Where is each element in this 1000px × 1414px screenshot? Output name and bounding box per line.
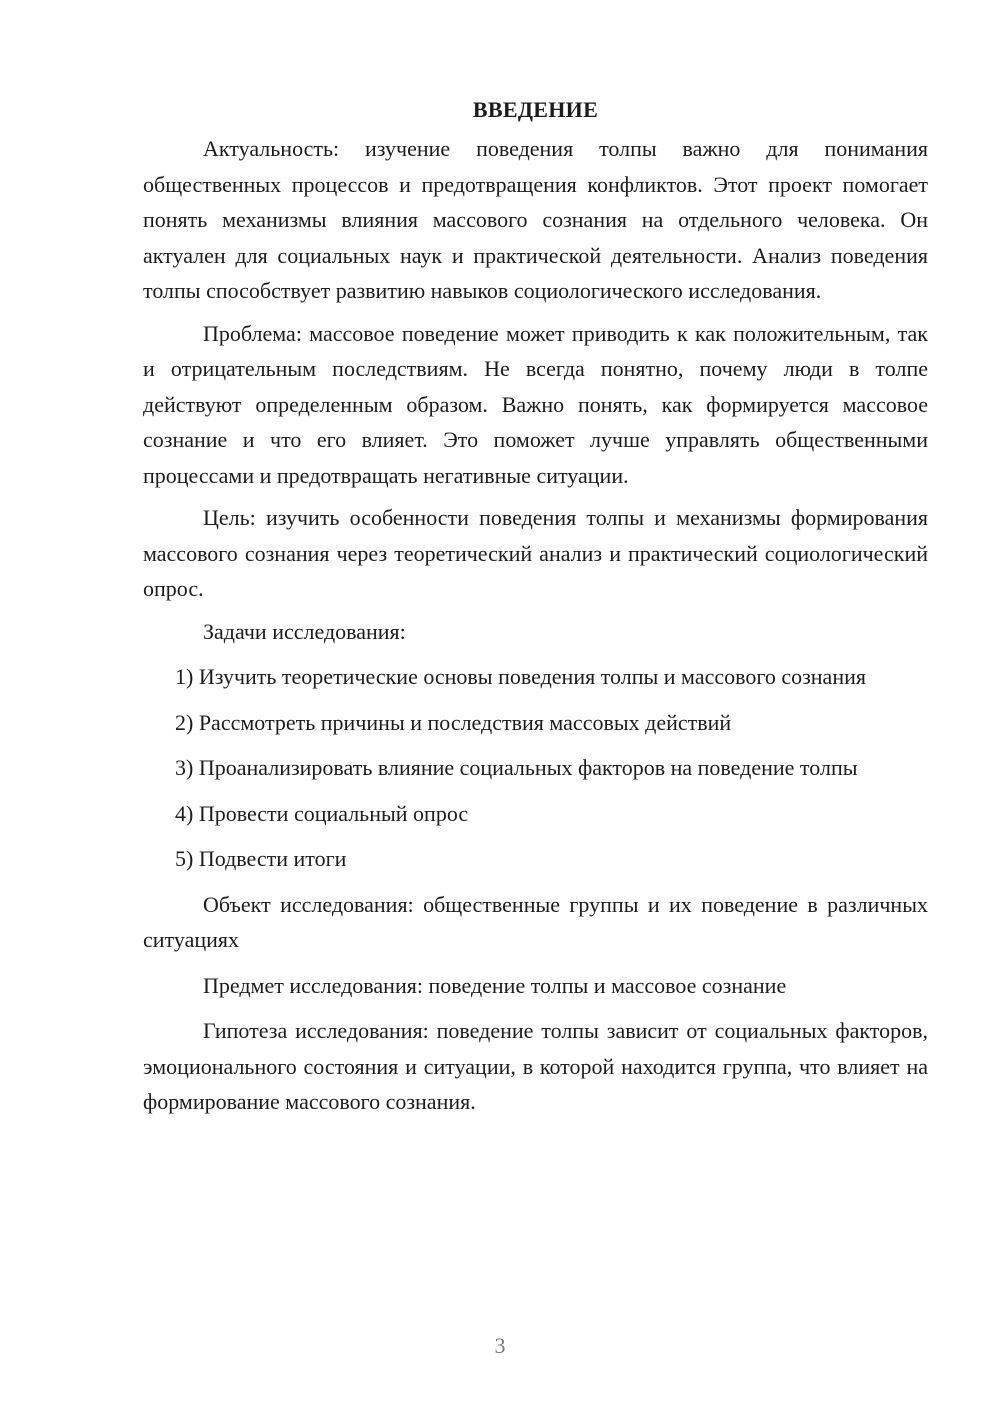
problem-paragraph: Проблема: массовое поведение может приводить к как положительным, так и отрицательным последствиям. Не всегда понятно, почему люди в толпе действуют определенным образом. Важно понять, как формируется массовое сознание и что его влияет. Это поможет лучше управлять общественными процессами и предотвращать негативные ситуации.	[143, 320, 928, 488]
hypothesis-paragraph: Гипотеза исследования: поведение толпы зависит от социальных факторов, эмоционального состояния и ситуации, в которой находится группа, что влияет на формирование массового сознания.	[143, 1018, 928, 1114]
task-item-4: 4) Провести социальный опрос	[175, 800, 469, 826]
task-item-1: 1) Изучить теоретические основы поведения толпы и массового сознания	[175, 664, 866, 689]
tasks-heading: Задачи исследования:	[203, 618, 406, 644]
subject-paragraph: Предмет исследования: поведение толпы и массовое сознание	[203, 972, 787, 998]
task-item-5: 5) Подвести итоги	[175, 846, 347, 871]
relevance-paragraph: Актуальность: изучение поведения толпы важно для понимания общественных процессов и предотвращения конфликтов. Этот проект помогает понять механизмы влияния массового сознания на отдельного человека. Он актуален для социальных наук и практической деятельности. Анализ поведения толпы способствует развитию навыков социологического исследования.	[143, 136, 928, 303]
page-number: 3	[494, 1333, 506, 1358]
task-item-3: 3) Проанализировать влияние социальных факторов на поведение толпы	[175, 755, 858, 780]
document-page	[143, 90, 928, 1127]
page-title: ВВЕДЕНИЕ	[472, 97, 599, 122]
task-item-2: 2) Рассмотреть причины и последствия массовых действий	[175, 709, 732, 735]
goal-paragraph: Цель: изучить особенности поведения толпы и механизмы формирования массового сознания через теоретический анализ и практический социологический опрос.	[143, 505, 928, 601]
object-paragraph: Объект исследования: общественные группы и их поведение в различных ситуациях	[143, 891, 928, 952]
